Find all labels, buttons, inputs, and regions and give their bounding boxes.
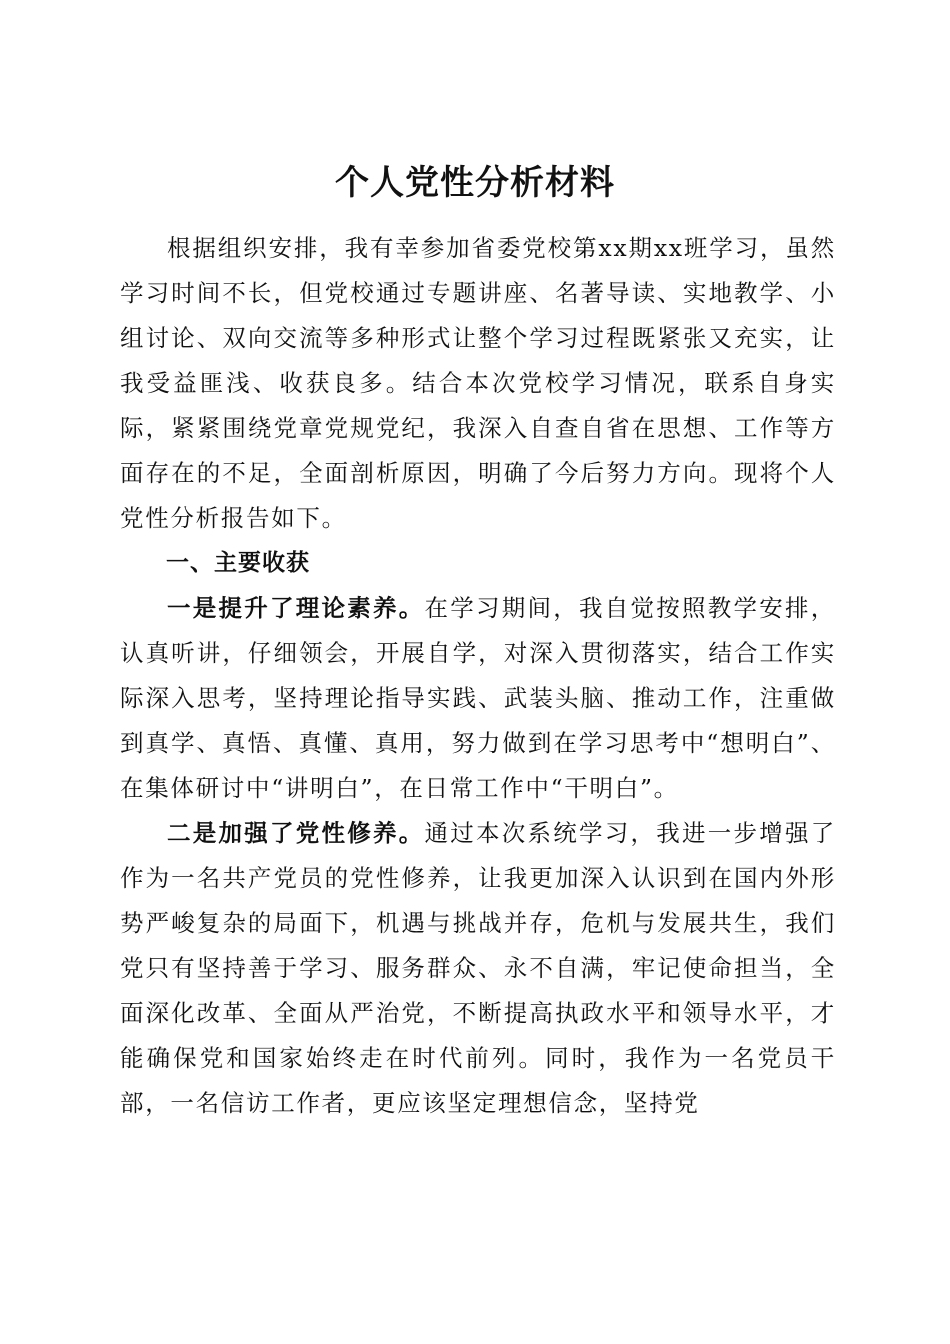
point-paragraph-2: [120, 811, 836, 1126]
point-lead-2: 二是加强了党性修养。: [167, 819, 425, 847]
point-lead-1: 一是提升了理论素养。: [167, 594, 425, 622]
document-body: [120, 226, 836, 1126]
intro-paragraph: 根据组织安排，我有幸参加省委党校第xx期xx班学习，虽然学习时间不长，但党校通过专题讲座、名著导读、实地教学、小组讨论、双向交流等多种形式让整个学习过程既紧张又充实，让我受益匪浅、收获良多。结合本次党校学习情况，联系自身实际，紧紧围绕党章党规党纪，我深入自查自省在思想、工作等方面存在的不足，全面剖析原因，明确了今后努力方向。现将个人党性分析报告如下。: [120, 234, 836, 532]
document-title: 个人党性分析材料: [335, 162, 615, 203]
section-heading: 一、主要收获: [166, 550, 310, 576]
point-text-1: 在学习期间，我自觉按照教学安排，认真听讲，仔细领会，开展自学，对深入贯彻落实，结合工作实际深入思考，坚持理论指导实践、武装头脑、推动工作，注重做到真学、真悟、真懂、真用，努力做到在学习思考中“想明白”、在集体研讨中“讲明白”，在日常工作中“干明白”。: [120, 594, 837, 802]
point-paragraph-1: [120, 586, 836, 811]
point-text-2: 通过本次系统学习，我进一步增强了作为一名共产党员的党性修养，让我更加深入认识到在国内外形势严峻复杂的局面下，机遇与挑战并存，危机与发展共生，我们党只有坚持善于学习、服务群众、永不自满，牢记使命担当，全面深化改革、全面从严治党，不断提高执政水平和领导水平，才能确保党和国家始终走在时代前列。同时，我作为一名党员干部，一名信访工作者，更应该坚定理想信念，坚持党: [120, 819, 837, 1117]
